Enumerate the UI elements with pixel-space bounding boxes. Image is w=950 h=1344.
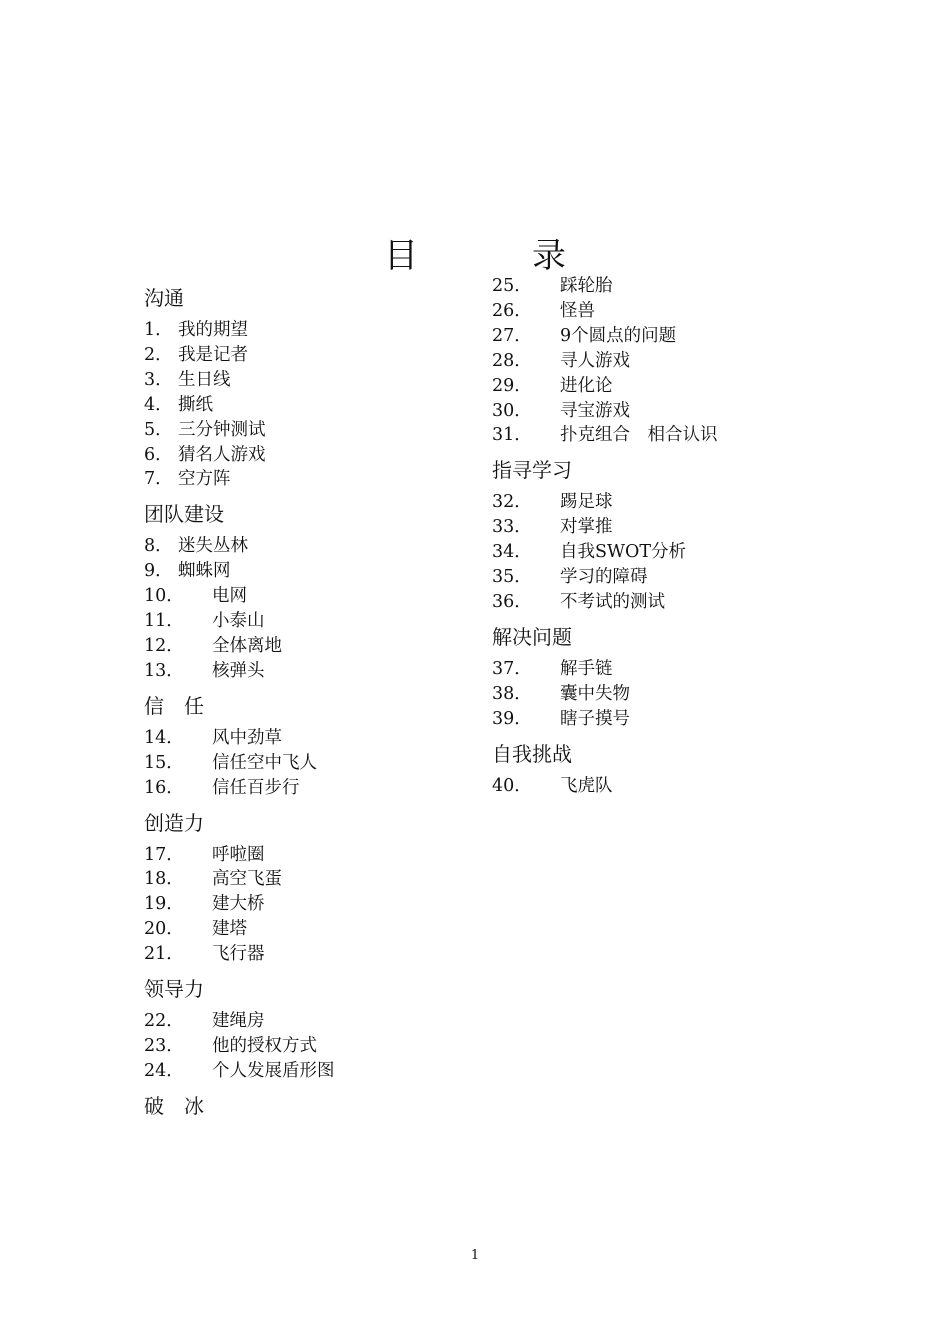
toc-entry (492, 682, 872, 707)
toc-entry-label: 寻人游戏 (560, 350, 630, 371)
toc-section-heading: 领导力 (144, 977, 204, 1002)
toc-entry-number: 24． (144, 1060, 184, 1081)
toc-section-heading: 团队建设 (144, 502, 224, 527)
toc-entry (144, 418, 474, 443)
toc-entry-number: 28． (492, 350, 532, 371)
toc-entry-label: 9个圆点的问题 (560, 325, 677, 346)
toc-entry-number: 40． (492, 775, 532, 796)
toc-entry-number: 15． (144, 752, 184, 773)
toc-section (144, 692, 474, 801)
toc-entry-number: 36． (492, 591, 532, 612)
toc-entry (144, 867, 474, 892)
toc-entry-label: 风中劲草 (212, 727, 282, 748)
toc-entry-label: 空方阵 (178, 469, 231, 490)
toc-entry (144, 584, 474, 609)
toc-entry (144, 318, 474, 343)
toc-section-heading: 破 冰 (144, 1093, 204, 1118)
document-title: 目 录 (384, 236, 606, 276)
toc-entry-number: 22． (144, 1011, 184, 1032)
toc-section (144, 809, 474, 968)
toc-entry-label: 电网 (212, 586, 247, 607)
toc-entry-number: 1． (144, 320, 173, 340)
toc-entry (492, 274, 872, 299)
toc-right-column (492, 274, 872, 807)
toc-entry-number: 26． (492, 300, 532, 321)
toc-entry (144, 559, 474, 584)
toc-entry-number: 34． (492, 542, 532, 563)
toc-entry-number: 30． (492, 400, 532, 421)
toc-entry-number: 38． (492, 683, 532, 704)
toc-entry-label: 建大桥 (212, 894, 265, 915)
toc-entry-number: 19． (144, 894, 184, 915)
toc-entry-number: 3． (144, 369, 173, 390)
toc-entry (492, 324, 872, 349)
toc-entry-label: 三分钟测试 (178, 419, 266, 440)
toc-entry-number: 17． (144, 844, 184, 865)
toc-entry (144, 892, 474, 917)
toc-entry-label: 建绳房 (212, 1011, 265, 1032)
toc-entry-number: 35． (492, 567, 532, 588)
toc-entry-label: 寻宝游戏 (560, 400, 630, 421)
toc-entry (492, 349, 872, 374)
toc-section (492, 623, 872, 732)
toc-entry (144, 659, 474, 684)
toc-entry (144, 393, 474, 418)
toc-section-heading: 沟通 (144, 286, 184, 310)
toc-entry-number: 11． (144, 611, 184, 632)
toc-entry (492, 540, 872, 565)
toc-section-heading: 创造力 (144, 810, 204, 835)
toc-entry-label: 囊中失物 (560, 683, 630, 704)
toc-entry-number: 37． (492, 658, 532, 679)
toc-section (492, 456, 872, 615)
toc-entry-label: 猜名人游戏 (178, 444, 266, 465)
toc-entry (492, 774, 872, 799)
toc-entry-number: 4． (144, 394, 173, 415)
toc-entry (492, 657, 872, 682)
toc-entry-label: 小泰山 (212, 611, 265, 632)
toc-entry-number: 25． (492, 276, 532, 296)
toc-section-heading: 解决问题 (492, 624, 572, 649)
toc-entry (144, 843, 474, 868)
toc-entry-number: 9． (144, 561, 173, 582)
toc-entry-label: 飞虎队 (560, 775, 613, 796)
toc-right-lead-entries (492, 274, 872, 448)
toc-entry (492, 590, 872, 615)
toc-entry-number: 23． (144, 1035, 184, 1056)
toc-section-heading: 信 任 (144, 693, 204, 718)
page-number: 1 (470, 1248, 480, 1263)
toc-entry (492, 490, 872, 515)
toc-entry-number: 14． (144, 727, 184, 748)
toc-entry-label: 踢足球 (560, 492, 613, 513)
toc-entry-label: 进化论 (560, 375, 613, 396)
toc-entry (144, 917, 474, 942)
toc-entry-number: 2． (144, 344, 173, 365)
toc-entry-label: 信任空中飞人 (212, 752, 317, 773)
toc-left-column (144, 284, 474, 1128)
toc-section (144, 284, 474, 492)
toc-entry-label: 信任百步行 (212, 777, 300, 798)
toc-entry-number: 7． (144, 469, 173, 490)
toc-entry-label: 核弹头 (212, 660, 265, 681)
toc-entry-label: 撕纸 (178, 394, 213, 415)
toc-entry-number: 13． (144, 660, 184, 681)
toc-entry (144, 1009, 474, 1034)
toc-entry-label: 瞎子摸号 (560, 708, 630, 729)
toc-entry-label: 蜘蛛网 (178, 561, 231, 582)
toc-entry-number: 5． (144, 419, 173, 440)
toc-entry-label: 扑克组合 相合认识 (560, 425, 718, 446)
toc-entry-label: 不考试的测试 (560, 591, 665, 612)
toc-entry (144, 751, 474, 776)
toc-entry-label: 解手链 (560, 658, 613, 679)
toc-entry-number: 8． (144, 536, 173, 557)
toc-entry (144, 368, 474, 393)
toc-entry-number: 10． (144, 586, 184, 607)
toc-entry (144, 443, 474, 468)
toc-entry (144, 534, 474, 559)
toc-entry (492, 399, 872, 424)
toc-entry-label: 迷失丛林 (178, 536, 248, 557)
toc-entry-label: 生日线 (178, 369, 231, 390)
toc-entry (144, 467, 474, 492)
toc-entry-number: 33． (492, 517, 532, 538)
toc-entry (144, 942, 474, 967)
toc-entry (144, 776, 474, 801)
toc-entry-label: 个人发展盾形图 (212, 1060, 335, 1081)
toc-entry-number: 18． (144, 869, 184, 890)
toc-entry (144, 1034, 474, 1059)
toc-entry-number: 16． (144, 777, 184, 798)
toc-entry-label: 全体离地 (212, 635, 282, 656)
toc-entry (492, 374, 872, 399)
toc-entry (144, 634, 474, 659)
toc-entry-number: 29． (492, 375, 532, 396)
toc-entry (492, 565, 872, 590)
toc-entry-number: 27． (492, 325, 532, 346)
toc-section (144, 500, 474, 683)
toc-entry-number: 31． (492, 425, 532, 446)
toc-section-heading: 自我挑战 (492, 741, 572, 766)
toc-entry (144, 1059, 474, 1084)
toc-entry-label: 对掌推 (560, 517, 613, 538)
toc-entry-number: 39． (492, 708, 532, 729)
toc-entry-label: 呼啦圈 (212, 844, 265, 865)
toc-section-heading: 指寻学习 (492, 458, 572, 483)
toc-entry-number: 32． (492, 492, 532, 513)
toc-entry-label: 飞行器 (212, 944, 265, 965)
toc-entry-label: 踩轮胎 (560, 276, 613, 296)
toc-entry (492, 299, 872, 324)
toc-entry-label: 自我SWOT分析 (560, 542, 686, 563)
toc-section (144, 1092, 474, 1120)
toc-entry (144, 609, 474, 634)
toc-entry-label: 建塔 (212, 919, 247, 940)
toc-entry-label: 高空飞蛋 (212, 869, 282, 890)
toc-section (144, 975, 474, 1084)
toc-entry-number: 6． (144, 444, 173, 465)
toc-section (492, 740, 872, 799)
toc-entry-number: 20． (144, 919, 184, 940)
toc-entry (144, 343, 474, 368)
toc-entry (144, 726, 474, 751)
toc-entry (492, 707, 872, 732)
toc-entry-label: 学习的障碍 (560, 567, 648, 588)
toc-entry-number: 21． (144, 944, 184, 965)
toc-entry-label: 他的授权方式 (212, 1035, 317, 1056)
toc-entry-number: 12． (144, 635, 184, 656)
toc-entry (492, 423, 872, 448)
toc-entry-label: 我是记者 (178, 344, 248, 365)
toc-entry-label: 怪兽 (560, 300, 595, 321)
toc-entry (492, 515, 872, 540)
toc-entry-label: 我的期望 (178, 320, 248, 340)
